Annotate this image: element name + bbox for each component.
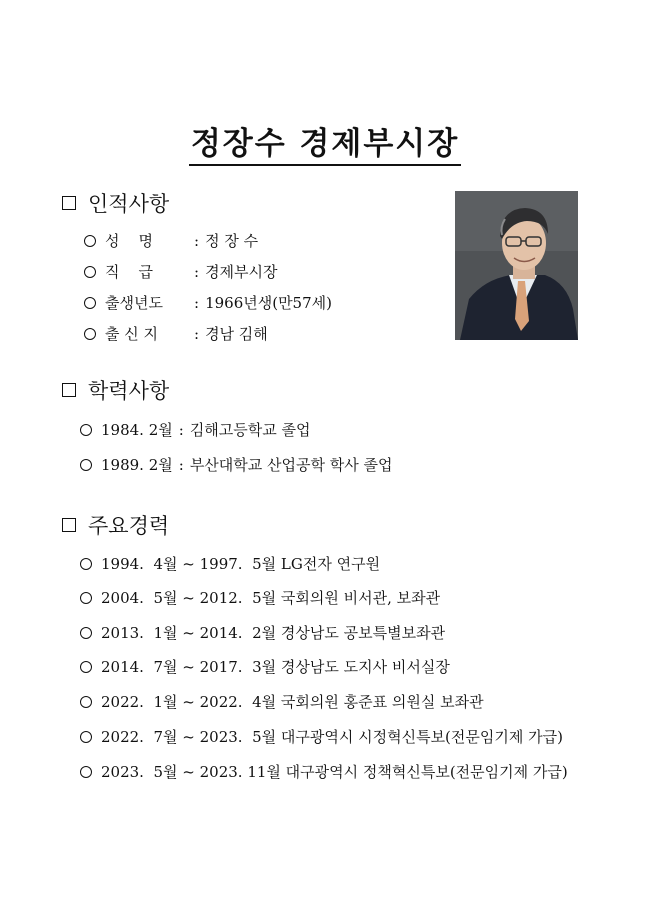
career-row: 2023. 5월 ~ 2023. 11월 대구광역시 정책혁신특보(전문임기제 가급) — [80, 761, 568, 782]
career-row: 2013. 1월 ~ 2014. 2월 경상남도 공보특별보좌관 — [80, 622, 445, 643]
square-bullet-icon — [62, 196, 76, 210]
circle-bullet-icon — [80, 424, 92, 436]
education-row: 1984. 2월 : 김해고등학교 졸업 — [80, 419, 311, 440]
circle-bullet-icon — [80, 766, 92, 778]
circle-bullet-icon — [84, 328, 96, 340]
personal-rank-row: 직 급 : 경제부시장 — [84, 261, 278, 282]
circle-bullet-icon — [80, 592, 92, 604]
section-career-heading: 주요경력 — [62, 510, 169, 540]
circle-bullet-icon — [84, 297, 96, 309]
career-row: 2022. 7월 ~ 2023. 5월 대구광역시 시정혁신특보(전문임기제 가급) — [80, 726, 563, 747]
square-bullet-icon — [62, 518, 76, 532]
career-row: 2004. 5월 ~ 2012. 5월 국회의원 비서관, 보좌관 — [80, 587, 440, 608]
page-title: 정장수 경제부시장 — [0, 118, 650, 163]
circle-bullet-icon — [84, 235, 96, 247]
circle-bullet-icon — [80, 696, 92, 708]
portrait-illustration — [455, 191, 578, 340]
circle-bullet-icon — [80, 661, 92, 673]
section-education-heading: 학력사항 — [62, 375, 169, 405]
square-bullet-icon — [62, 383, 76, 397]
career-row: 2022. 1월 ~ 2022. 4월 국회의원 홍준표 의원실 보좌관 — [80, 691, 484, 712]
education-row: 1989. 2월 : 부산대학교 산업공학 학사 졸업 — [80, 454, 393, 475]
personal-origin-row: 출 신 지 : 경남 김해 — [84, 323, 268, 344]
portrait-photo — [455, 191, 578, 340]
circle-bullet-icon — [80, 627, 92, 639]
personal-birth-row: 출생년도 : 1966년생(만57세) — [84, 292, 332, 313]
circle-bullet-icon — [84, 266, 96, 278]
section-personal-heading: 인적사항 — [62, 188, 169, 218]
personal-name-row: 성 명 : 정 장 수 — [84, 230, 258, 251]
career-row: 2014. 7월 ~ 2017. 3월 경상남도 도지사 비서실장 — [80, 656, 450, 677]
career-row: 1994. 4월 ~ 1997. 5월 LG전자 연구원 — [80, 553, 380, 574]
circle-bullet-icon — [80, 558, 92, 570]
circle-bullet-icon — [80, 459, 92, 471]
circle-bullet-icon — [80, 731, 92, 743]
